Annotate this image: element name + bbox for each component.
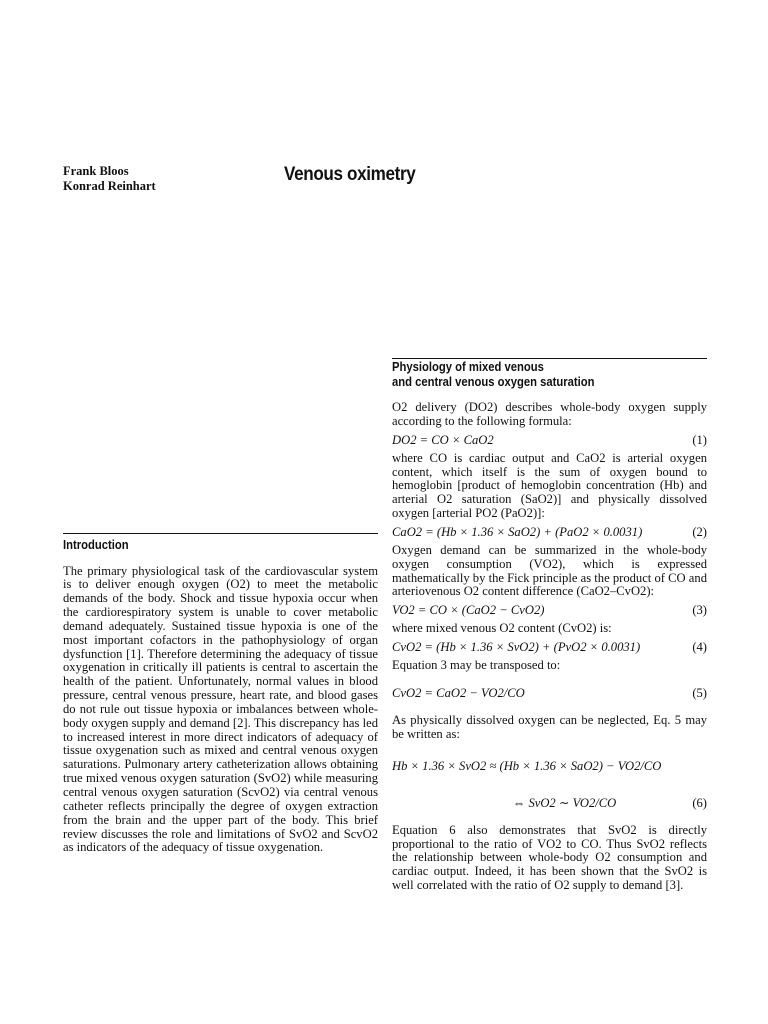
author-name: Konrad Reinhart [63,178,156,193]
physiology-heading [392,360,676,389]
paragraph: Equation 3 may be transposed to: [392,658,561,673]
introduction-body: The primary physiological task of the cardiovascular system is to deliver enough oxygen (O2) to meet the metabolic demands of the body. Shock and tissue hypoxia occur when the cardiorespiratory system is unable to cover metabolic demand adequately. Sustained tissue hypoxia is one of the most important cofactors in the pathophysiology of organ dysfunction [1]. Therefore determining the adequacy of tissue oxygenation in critically ill patients is central to ascertain the health of the patient. Unfortunately, normal values in blood pressure, central venous pressure, heart rate, and blood gases do not rule out tissue hypoxia or imbalances between whole-body oxygen supply and demand [2]. This discrepancy has led to increased interest in more direct indicators of adequacy of tissue oxygenation such as mixed and central venous oxygen saturations. Pulmonary artery catheterization allows obtaining true mixed venous oxygen saturation (SvO2) while measuring central venous oxygen saturation (ScvO2) via central venous catheter reflects principally the degree of oxygen extraction from the brain and the upper part of the body. This brief review discusses the role and limitations of SvO2 and ScvO2 as indicators of the adequacy of tissue oxygenation. [63,563,378,855]
author-name: Frank Bloos [63,164,129,178]
physiology-heading-line: and central venous oxygen saturation [392,374,595,389]
equation-body: Hb × 1.36 × SvO2 ≈ (Hb × 1.36 × SaO2) − VO2/CO [392,758,662,773]
equation-6-line-1 [392,750,707,782]
equation-body: VO2 = CO × (CaO2 − CvO2) [392,603,545,618]
equation-body: CvO2 = (Hb × 1.36 × SvO2) + (PvO2 × 0.0031) [392,640,641,655]
paragraph: where mixed venous O2 content (CvO2) is: [392,621,612,636]
introduction-section [63,533,378,855]
paragraph: where CO is cardiac output and CaO2 is arterial oxygen content, which itself is the sum of oxygen bound to hemoglobin [product of hemoglobin concentration (Hb) and arterial O2 saturation (SaO2)] and physically dissolved oxygen [arterial PO2 (PaO2)]: [392,450,707,521]
paragraph: Equation 6 also demonstrates that SvO2 is directly proportional to the ratio of VO2 to CO. Thus SvO2 reflects the relationship between whole-body O2 consumption and cardiac output. Indeed, it has been shown that the SvO2 is well correlated with the ratio of O2 supply to demand [3]. [392,822,707,893]
equation-6-line-2 [392,787,707,819]
equation-number: (1) [692,432,707,447]
equation-body: DO2 = CO × CaO2 [392,432,494,447]
section-rule [392,358,707,359]
physiology-section [392,358,707,893]
section-rule [63,533,378,534]
equation-number: (2) [692,524,707,539]
equation-number: (6) [692,795,707,810]
equation-3 [392,603,707,617]
equation-number: (4) [692,640,707,655]
equation-body: ⇔ SvO2 ∼ VO2/CO [512,795,617,810]
equation-1 [392,433,707,447]
physiology-heading-line: Physiology of mixed venous [392,360,544,374]
paragraph: O2 delivery (DO2) describes whole-body oxygen supply according to the following formula: [392,400,707,428]
equation-4 [392,640,707,654]
equation-number: (5) [692,685,707,700]
equation-body: CvO2 = CaO2 − VO2/CO [392,685,525,700]
introduction-heading: Introduction [63,538,129,552]
equation-number: (3) [692,603,707,618]
article-title: Venous oximetry [284,164,416,185]
equation-2 [392,525,707,539]
paragraph: Oxygen demand can be summarized in the whole-body oxygen consumption (VO2), which is expressed mathematically by the Fick principle as the product of CO and arteriovenous O2 content difference (CaO2–CvO2): [392,542,707,599]
paragraph: As physically dissolved oxygen can be neglected, Eq. 5 may be written as: [392,712,707,741]
equation-body: CaO2 = (Hb × 1.36 × SaO2) + (PaO2 × 0.0031) [392,524,643,539]
equation-5 [392,677,707,709]
author-list [63,164,156,193]
